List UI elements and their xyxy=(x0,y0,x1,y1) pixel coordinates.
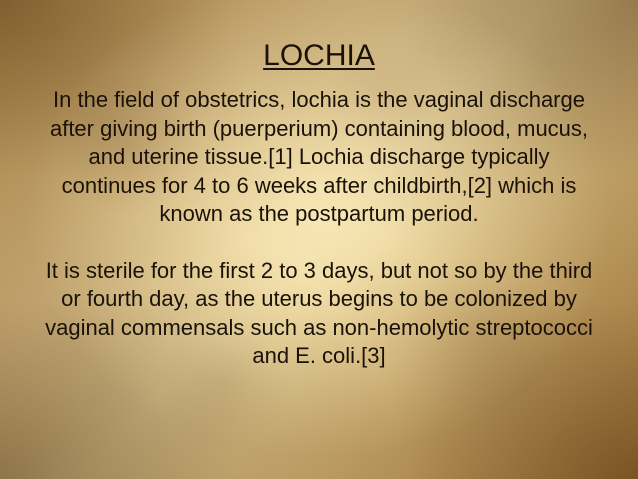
slide-title: LOCHIA xyxy=(263,39,375,72)
paragraph-sterility: It is sterile for the first 2 to 3 days, but not so by the third or fourth day, as the uterus begins to be colonized by vaginal commensals such as non-hemolytic streptococci and E. coli.[3] xyxy=(45,257,593,368)
paragraph-definition: In the field of obstetrics, lochia is the vaginal discharge after giving birth (puerperium) containing blood, mucus, and uterine tissue.[1] Lochia discharge typically continues for 4 to 6 weeks after childbirth,[2] which is known as the postpartum period. xyxy=(49,87,589,226)
